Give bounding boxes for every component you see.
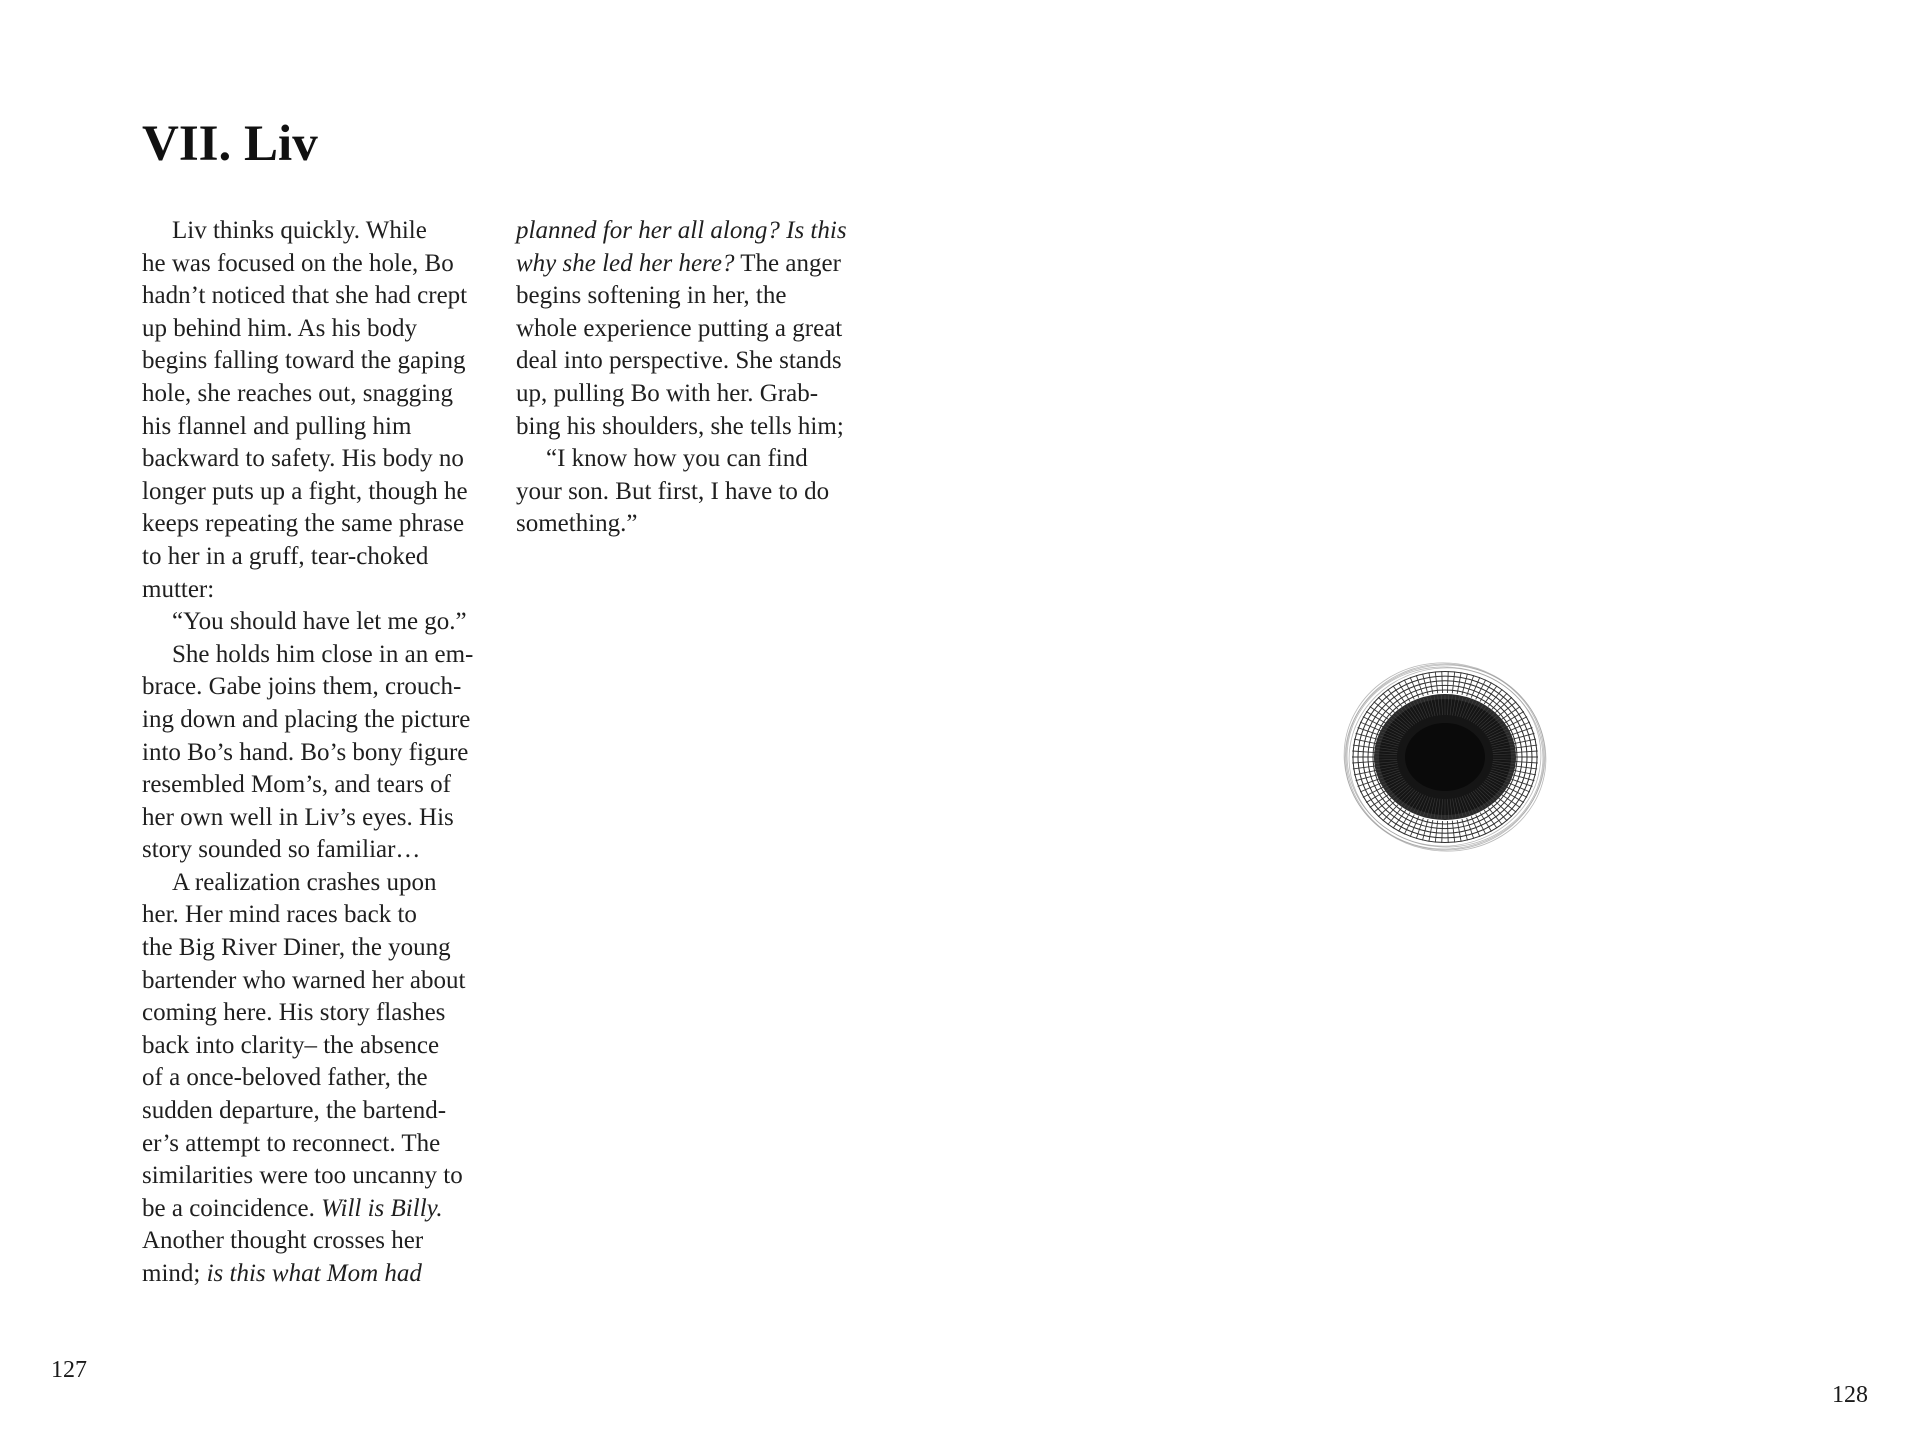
text-line — [142, 834, 482, 867]
text-line — [142, 215, 482, 248]
text-line — [516, 313, 856, 346]
text-line — [516, 476, 856, 509]
text-run: her own well in Liv’s eyes. His — [142, 803, 454, 831]
text-line — [142, 639, 482, 672]
text-run: Another thought crosses her — [142, 1227, 424, 1255]
text-run: be a coincidence. — [142, 1194, 322, 1222]
text-run: bartender who warned her about — [142, 966, 466, 994]
text-line — [516, 378, 856, 411]
text-line — [142, 899, 482, 932]
text-line — [516, 215, 856, 248]
text-line — [142, 1128, 482, 1161]
text-run: mind; — [142, 1260, 207, 1287]
text-line — [142, 1225, 482, 1258]
text-run: bing his shoulders, she tells him; — [516, 412, 844, 440]
text-run: similarities were too uncanny to — [142, 1162, 463, 1190]
text-line — [142, 802, 482, 835]
text-line — [142, 378, 482, 411]
text-run: The anger — [734, 249, 841, 277]
text-line — [142, 248, 482, 281]
text-run: “You should have let me go.” — [172, 608, 467, 636]
text-run: hadn’t noticed that she had crept — [142, 282, 468, 310]
text-line — [142, 508, 482, 541]
text-line — [142, 476, 482, 509]
text-run: “I know how you can find — [546, 445, 808, 473]
text-run: coming here. His story flashes — [142, 999, 446, 1027]
text-run: he was focused on the hole, Bo — [142, 249, 454, 277]
text-line — [516, 280, 856, 313]
text-run: resembled Mom’s, and tears of — [142, 771, 451, 799]
text-run: begins falling toward the gaping — [142, 347, 466, 375]
page-number-left: 127 — [51, 1357, 87, 1383]
text-line — [142, 574, 482, 607]
text-run: into Bo’s hand. Bo’s bony figure — [142, 738, 469, 766]
text-run: er’s attempt to reconnect. The — [142, 1129, 441, 1157]
text-line — [142, 932, 482, 965]
text-run: story sounded so familiar… — [142, 836, 421, 864]
text-line — [142, 769, 482, 802]
text-run: your son. But first, I have to do — [516, 477, 830, 505]
text-line — [516, 443, 856, 476]
text-run: whole experience putting a great — [516, 314, 843, 342]
text-line — [142, 541, 482, 574]
text-run: sudden departure, the bartend- — [142, 1097, 447, 1125]
text-line — [516, 508, 856, 541]
text-line — [516, 345, 856, 378]
text-line — [516, 411, 856, 444]
text-run: up, pulling Bo with her. Grab- — [516, 379, 819, 407]
text-run: hole, she reaches out, snagging — [142, 379, 454, 407]
text-run: Liv thinks quickly. While — [172, 217, 427, 244]
text-run: something.” — [516, 510, 638, 538]
text-run: keeps repeating the same phrase — [142, 510, 465, 538]
text-line — [142, 1095, 482, 1128]
text-line — [142, 671, 482, 704]
italic-text: is this what Mom had — [206, 1260, 422, 1287]
text-line — [516, 248, 856, 281]
text-run: to her in a gruff, tear-choked — [142, 542, 429, 570]
text-line — [142, 965, 482, 998]
text-line — [142, 1030, 482, 1063]
text-run: brace. Gabe joins them, crouch- — [142, 673, 462, 701]
text-line — [142, 411, 482, 444]
text-run: A realization crashes upon — [172, 868, 437, 896]
text-line — [142, 997, 482, 1030]
text-line — [142, 867, 482, 900]
text-run: longer puts up a fight, though he — [142, 477, 468, 505]
text-run: his flannel and pulling him — [142, 412, 412, 440]
text-run: ing down and placing the picture — [142, 705, 471, 733]
italic-text: Will is Billy. — [321, 1194, 443, 1222]
chapter-title: VII. Liv — [142, 116, 318, 172]
text-line — [142, 1062, 482, 1095]
text-line — [142, 280, 482, 313]
text-line — [142, 1193, 482, 1226]
text-line — [142, 1258, 482, 1291]
text-run: mutter: — [142, 575, 215, 603]
text-line — [142, 345, 482, 378]
text-run: She holds him close in an em- — [172, 640, 474, 668]
text-run: the Big River Diner, the young — [142, 934, 451, 962]
left-text-column — [142, 215, 482, 1291]
page-number-right: 128 — [1832, 1382, 1868, 1408]
text-line — [142, 737, 482, 770]
text-line — [142, 313, 482, 346]
text-run: deal into perspective. She stands — [516, 347, 842, 375]
text-line — [142, 443, 482, 476]
text-run: back into clarity– the absence — [142, 1031, 440, 1059]
text-run: backward to safety. His body no — [142, 445, 464, 473]
text-line — [142, 704, 482, 737]
italic-text: planned for her all along? Is this — [516, 217, 847, 244]
italic-text: why she led her here? — [516, 249, 735, 277]
text-run: begins softening in her, the — [516, 282, 787, 310]
text-run: of a once-beloved father, the — [142, 1064, 428, 1092]
hole-illustration-icon — [1340, 660, 1550, 854]
right-text-column — [516, 215, 856, 541]
text-line — [142, 606, 482, 639]
text-run: up behind him. As his body — [142, 314, 418, 342]
text-line — [142, 1160, 482, 1193]
text-run: her. Her mind races back to — [142, 901, 417, 929]
